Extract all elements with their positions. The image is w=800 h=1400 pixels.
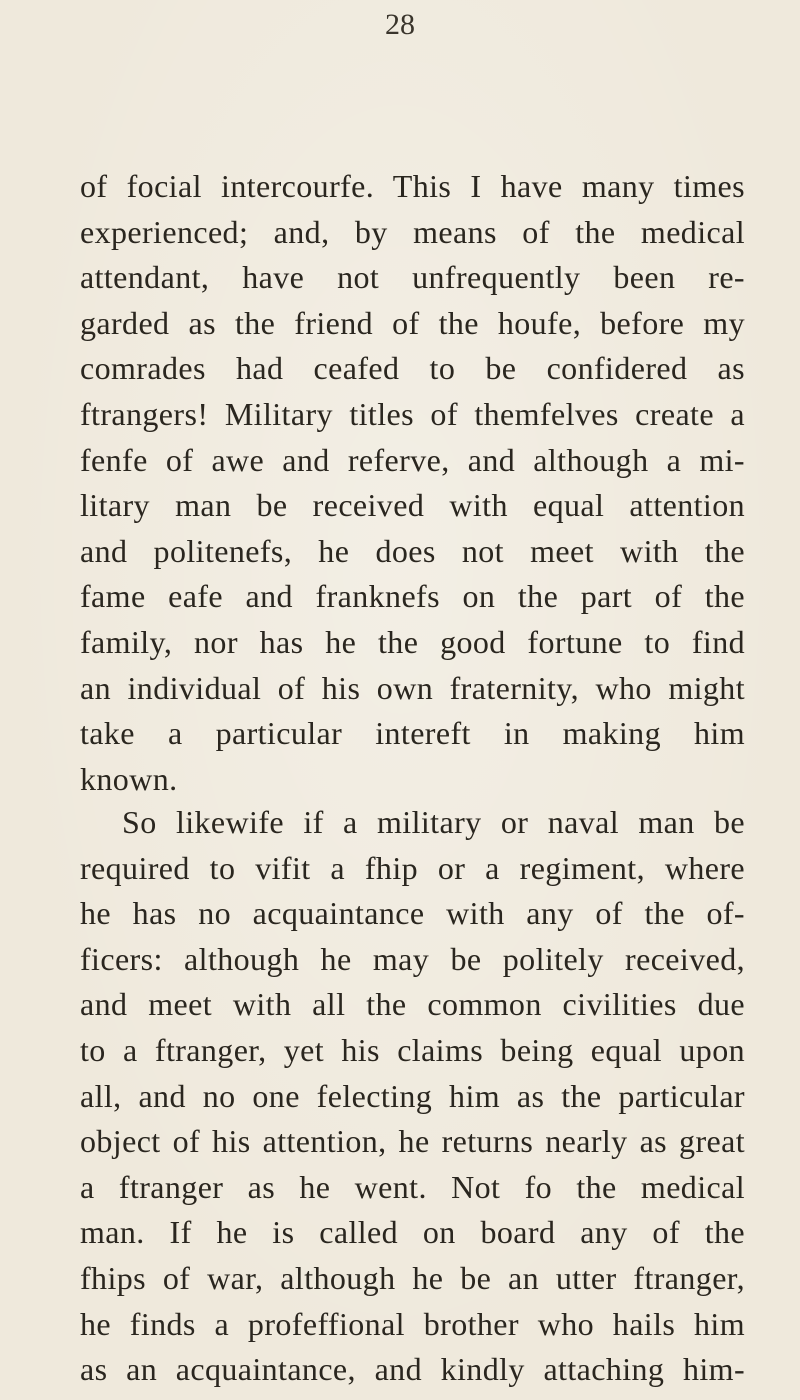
text-line: comrades had ceafed to be confidered as — [80, 350, 745, 387]
text-line: an individual of his own fraternity, who might — [80, 669, 745, 706]
text-line: fhips of war, although he be an utter ftranger, — [80, 1259, 745, 1296]
text-line: as an acquaintance, and kindly attaching him- — [80, 1351, 745, 1388]
text-line: take a particular intereft in making him — [80, 715, 745, 752]
text-line: man. If he is called on board any of the — [80, 1214, 745, 1251]
text-line: ftrangers! Military titles of themfelves create a — [80, 395, 745, 432]
text-line: known. — [80, 760, 178, 797]
text-line: family, nor has he the good fortune to find — [80, 623, 745, 660]
text-line: fenfe of awe and referve, and although a mi- — [80, 441, 745, 478]
text-line: he has no acquaintance with any of the of- — [80, 895, 745, 932]
text-line: attendant, have not unfrequently been re- — [80, 259, 745, 296]
text-line: of focial intercourfe. This I have many times — [80, 168, 745, 204]
text-line: fame eafe and franknefs on the part of the — [80, 578, 745, 615]
paragraph-1 — [80, 164, 745, 802]
text-line: ficers: although he may be politely received, — [80, 940, 745, 977]
text-line: all, and no one felecting him as the particular — [80, 1077, 745, 1114]
text-line: to a ftranger, yet his claims being equal upon — [80, 1031, 745, 1068]
page-number: 28 — [385, 8, 415, 41]
text-line: a ftranger as he went. Not fo the medical — [80, 1168, 745, 1205]
text-line: garded as the friend of the houfe, before my — [80, 304, 745, 341]
text-line: and politenefs, he does not meet with the — [80, 532, 745, 569]
text-line: and meet with all the common civilities due — [80, 986, 745, 1023]
text-line: he finds a profeffional brother who hails him — [80, 1305, 745, 1342]
text-line: object of his attention, he returns nearly as great — [80, 1123, 745, 1160]
paragraph-2 — [80, 800, 745, 1393]
text-line: experienced; and, by means of the medical — [80, 213, 745, 250]
text-line: required to vifit a fhip or a regiment, where — [80, 849, 745, 886]
text-line: So likewife if a military or naval man be — [122, 804, 745, 840]
text-line: litary man be received with equal attention — [80, 487, 745, 524]
